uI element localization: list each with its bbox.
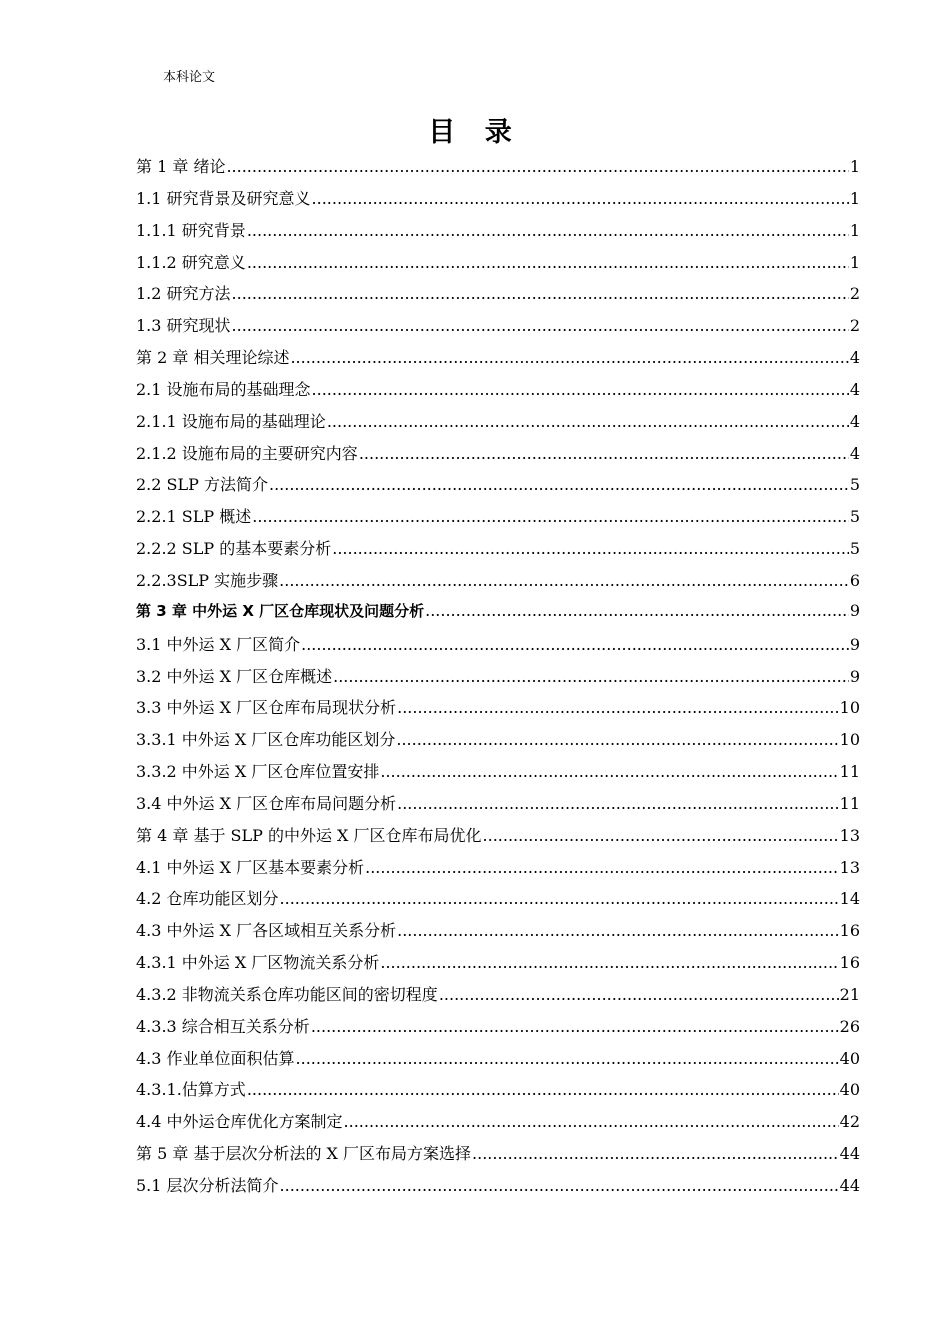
toc-dot-leader — [397, 794, 839, 813]
toc-entry-page-number: 4 — [849, 411, 860, 431]
toc-dot-leader — [280, 1176, 839, 1195]
toc-entry-label: 1.2 研究方法 — [136, 284, 231, 304]
toc-entry-label: 2.1.1 设施布局的基础理论 — [136, 411, 326, 431]
toc-entry-page-number: 13 — [839, 857, 860, 877]
toc-dot-leader — [312, 189, 849, 208]
toc-entry[interactable] — [136, 1173, 860, 1205]
toc-entry[interactable] — [136, 664, 860, 696]
toc-dot-leader — [247, 221, 849, 240]
toc-entry[interactable] — [136, 1141, 860, 1173]
toc-dot-leader — [252, 507, 849, 526]
toc-entry[interactable] — [136, 1014, 860, 1046]
toc-dot-leader — [301, 635, 849, 654]
toc-title: 目 录 — [428, 117, 522, 148]
toc-entry-page-number: 1 — [849, 252, 860, 272]
toc-dot-leader — [296, 1049, 839, 1068]
toc-entry[interactable] — [136, 918, 860, 950]
toc-entry-page-number: 10 — [839, 730, 860, 750]
toc-entry[interactable] — [136, 950, 860, 982]
toc-dot-leader — [232, 316, 849, 335]
toc-entry[interactable] — [136, 1077, 860, 1109]
toc-entry[interactable] — [136, 568, 860, 600]
toc-entry-label: 1.1 研究背景及研究意义 — [136, 188, 311, 208]
toc-dot-leader — [396, 730, 838, 749]
toc-entry-label: 3.2 中外运 X 厂区仓库概述 — [136, 666, 333, 686]
toc-entry-page-number: 9 — [849, 600, 860, 620]
toc-entry[interactable] — [136, 186, 860, 218]
toc-entry-page-number: 44 — [839, 1144, 860, 1164]
toc-entry-page-number: 2 — [849, 284, 860, 304]
toc-entry[interactable] — [136, 472, 860, 504]
toc-dot-leader — [280, 889, 839, 908]
toc-entry-page-number: 14 — [839, 889, 860, 909]
toc-entry[interactable] — [136, 886, 860, 918]
toc-entry[interactable] — [136, 823, 860, 855]
toc-entry-label: 第 3 章 中外运 X 厂区仓库现状及问题分析 — [136, 601, 425, 620]
toc-dot-leader — [279, 571, 849, 590]
toc-entry[interactable] — [136, 982, 860, 1014]
toc-entry-label: 4.3.2 非物流关系仓库功能区间的密切程度 — [136, 984, 438, 1004]
toc-entry[interactable] — [136, 600, 860, 632]
toc-dot-leader — [472, 1144, 839, 1163]
toc-entry-page-number: 44 — [839, 1176, 860, 1195]
toc-entry-label: 2.1 设施布局的基础理念 — [136, 379, 311, 399]
toc-entry-label: 2.2.1 SLP 概述 — [136, 507, 252, 527]
toc-entry-label: 3.3 中外运 X 厂区仓库布局现状分析 — [136, 698, 397, 718]
toc-entry-label: 第 4 章 基于 SLP 的中外运 X 厂区仓库布局优化 — [136, 825, 482, 845]
toc-entry-page-number: 1 — [849, 157, 860, 176]
toc-entry-label: 4.3.3 综合相互关系分析 — [136, 1016, 310, 1036]
toc-entry-page-number: 1 — [849, 188, 860, 208]
toc-entry-label: 4.3 中外运 X 厂各区域相互关系分析 — [136, 921, 397, 941]
toc-entry-label: 1.1.1 研究背景 — [136, 220, 246, 240]
toc-entry-label: 3.4 中外运 X 厂区仓库布局问题分析 — [136, 793, 397, 813]
toc-entry[interactable] — [136, 218, 860, 250]
toc-dot-leader — [269, 475, 849, 494]
toc-entry-label: 3.3.1 中外运 X 厂区仓库功能区划分 — [136, 730, 396, 750]
toc-entry-label: 1.1.2 研究意义 — [136, 252, 246, 272]
toc-entry[interactable] — [136, 536, 860, 568]
toc-dot-leader — [332, 539, 849, 558]
toc-dot-leader — [380, 762, 838, 781]
toc-entry-page-number: 5 — [849, 475, 860, 495]
toc-dot-leader — [333, 667, 849, 686]
toc-entry-page-number: 4 — [849, 379, 860, 399]
toc-entry-page-number: 5 — [849, 539, 860, 559]
toc-dot-leader — [232, 284, 849, 303]
toc-entry[interactable] — [136, 791, 860, 823]
toc-entry-page-number: 40 — [839, 1080, 860, 1100]
toc-entry-page-number: 6 — [849, 570, 860, 590]
toc-dot-leader — [483, 826, 839, 845]
toc-dot-leader — [365, 858, 839, 877]
toc-entry[interactable] — [136, 727, 860, 759]
toc-entry-label: 1.3 研究现状 — [136, 316, 231, 336]
toc-entry-label: 3.1 中外运 X 厂区简介 — [136, 634, 301, 654]
toc-entry-page-number: 21 — [839, 984, 860, 1004]
toc-dot-leader — [247, 1080, 839, 1099]
toc-entry[interactable] — [136, 409, 860, 441]
toc-entry-label: 4.2 仓库功能区划分 — [136, 889, 279, 909]
toc-entry-page-number: 9 — [849, 666, 860, 686]
toc-entry-label: 2.2.3SLP 实施步骤 — [136, 570, 279, 590]
toc-dot-leader — [327, 412, 849, 431]
toc-entry-page-number: 4 — [849, 443, 860, 463]
toc-dot-leader — [397, 698, 839, 717]
toc-dot-leader — [290, 348, 848, 367]
toc-entry[interactable] — [136, 345, 860, 377]
toc-entry-page-number: 16 — [839, 921, 860, 941]
toc-dot-leader — [226, 157, 848, 176]
table-of-contents — [136, 154, 860, 1205]
toc-entry[interactable] — [136, 281, 860, 313]
toc-entry[interactable] — [136, 250, 860, 282]
toc-entry-label: 2.1.2 设施布局的主要研究内容 — [136, 443, 358, 463]
toc-dot-leader — [312, 380, 849, 399]
toc-entry-page-number: 16 — [839, 953, 860, 973]
toc-entry-page-number: 11 — [839, 793, 860, 813]
toc-entry-page-number: 2 — [849, 316, 860, 336]
toc-entry-label: 第 1 章 绪论 — [136, 157, 226, 176]
toc-entry-label: 2.2.2 SLP 的基本要素分析 — [136, 539, 332, 559]
toc-entry[interactable] — [136, 632, 860, 664]
toc-dot-leader — [380, 953, 838, 972]
toc-entry[interactable] — [136, 855, 860, 887]
toc-entry[interactable] — [136, 759, 860, 791]
toc-dot-leader — [344, 1112, 839, 1131]
toc-entry-page-number: 13 — [839, 825, 860, 845]
toc-dot-leader — [247, 253, 849, 272]
toc-entry-label: 第 5 章 基于层次分析法的 X 厂区布局方案选择 — [136, 1144, 472, 1164]
toc-dot-leader — [359, 444, 849, 463]
toc-entry[interactable] — [136, 504, 860, 536]
toc-dot-leader — [397, 921, 839, 940]
toc-dot-leader — [439, 985, 839, 1004]
toc-entry-label: 4.3.1 中外运 X 厂区物流关系分析 — [136, 953, 380, 973]
toc-entry[interactable] — [136, 313, 860, 345]
toc-entry-page-number: 26 — [839, 1016, 860, 1036]
toc-entry[interactable] — [136, 377, 860, 409]
toc-entry-label: 4.3 作业单位面积估算 — [136, 1048, 295, 1068]
toc-entry[interactable] — [136, 441, 860, 473]
toc-entry-page-number: 10 — [839, 698, 860, 718]
toc-entry-page-number: 4 — [849, 348, 860, 368]
toc-dot-leader — [311, 1017, 839, 1036]
toc-entry-label: 4.1 中外运 X 厂区基本要素分析 — [136, 857, 365, 877]
toc-entry-page-number: 40 — [839, 1048, 860, 1068]
page-header: 本科论文 — [163, 70, 216, 85]
toc-entry-page-number: 5 — [849, 507, 860, 527]
toc-entry-label: 4.3.1.估算方式 — [136, 1080, 246, 1100]
toc-entry[interactable] — [136, 695, 860, 727]
toc-entry-label: 5.1 层次分析法简介 — [136, 1176, 279, 1195]
toc-entry-label: 3.3.2 中外运 X 厂区仓库位置安排 — [136, 762, 380, 782]
toc-entry[interactable] — [136, 1109, 860, 1141]
toc-entry[interactable] — [136, 154, 860, 186]
toc-entry-label: 2.2 SLP 方法简介 — [136, 475, 268, 495]
toc-entry-page-number: 42 — [839, 1112, 860, 1132]
toc-entry-label: 4.4 中外运仓库优化方案制定 — [136, 1112, 343, 1132]
toc-entry-page-number: 9 — [849, 634, 860, 654]
toc-dot-leader — [425, 601, 849, 620]
toc-entry[interactable] — [136, 1046, 860, 1078]
toc-entry-label: 第 2 章 相关理论综述 — [136, 348, 290, 368]
toc-entry-page-number: 1 — [849, 220, 860, 240]
toc-entry-page-number: 11 — [839, 762, 860, 782]
